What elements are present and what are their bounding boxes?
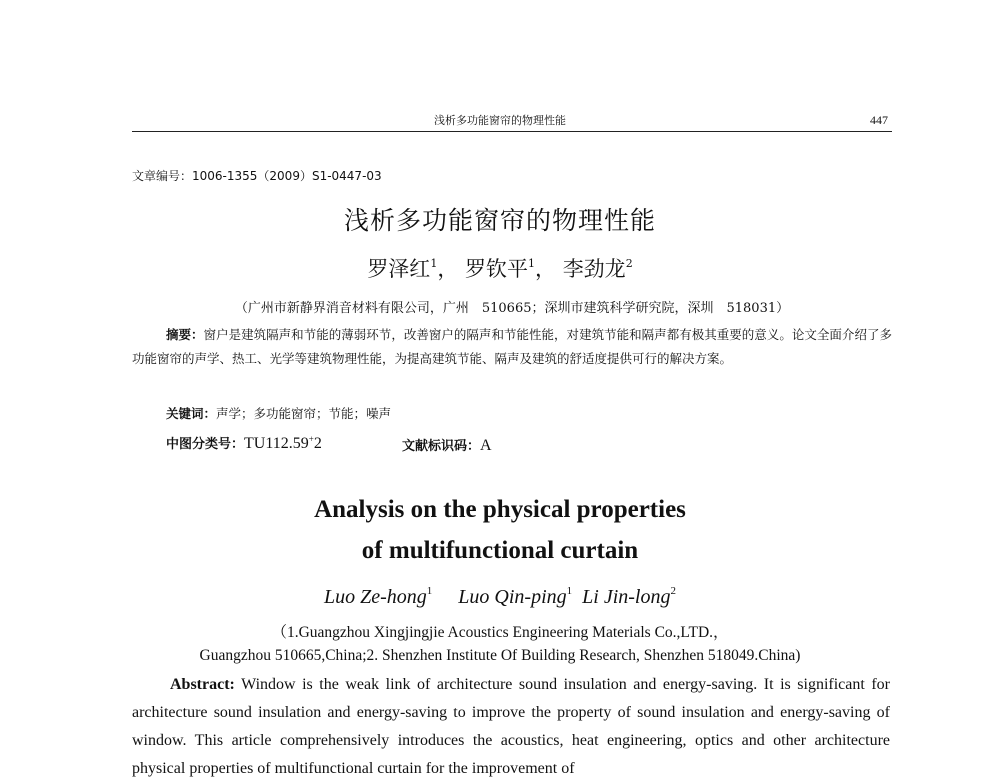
clc-code-sup: + bbox=[308, 434, 314, 444]
english-affiliation-line-1: （1.Guangzhou Xingjingjie Acoustics Engineering Materials Co.,LTD.， bbox=[271, 624, 729, 641]
article-number: 文章编号：1006-1355（2009）S1-0447-03 bbox=[132, 169, 382, 183]
author-affil-mark: 2 bbox=[670, 585, 676, 597]
keywords-text: 声学；多功能窗帘；节能；噪声 bbox=[216, 406, 392, 421]
author-name: 李劲龙 bbox=[562, 257, 626, 281]
author-affil-mark: 1 bbox=[430, 257, 438, 270]
running-header-title: 浅析多功能窗帘的物理性能 bbox=[434, 114, 566, 127]
clc-label: 中图分类号： bbox=[166, 437, 245, 452]
clc-code: TU112.59 bbox=[244, 435, 309, 452]
chinese-abstract bbox=[132, 323, 892, 371]
author-name: Luo Qin-ping bbox=[458, 586, 567, 608]
doc-code-label: 文献标识码： bbox=[402, 439, 481, 454]
english-title-line-2: of multifunctional curtain bbox=[361, 537, 639, 564]
author-affil-mark: 2 bbox=[625, 257, 633, 270]
english-authors bbox=[0, 585, 1000, 609]
author-name: 罗泽红 bbox=[367, 257, 431, 281]
chinese-title: 浅析多功能窗帘的物理性能 bbox=[343, 206, 656, 235]
keywords-label: 关键词： bbox=[166, 406, 217, 421]
author-affil-mark: 1 bbox=[528, 257, 535, 270]
abstract-text: 窗户是建筑隔声和节能的薄弱环节，改善窗户的隔声和节能性能，对建筑节能和隔声都有极其重要的意义。论文全面介绍了多功能窗帘的声学、热工、光学等建筑物理性能，为提高建筑节能、隔声及建筑的舒适度提供可行的解决方案。 bbox=[132, 327, 892, 366]
chinese-keywords bbox=[166, 404, 391, 422]
chinese-affiliation: （广州市新静界消音材料有限公司，广州 510665；深圳市建筑科学研究院，深圳 518031） bbox=[234, 301, 790, 316]
english-title-line-1: Analysis on the physical properties bbox=[314, 496, 686, 523]
author-separator: ， bbox=[535, 257, 556, 281]
author-name: Li Jin-long bbox=[582, 586, 671, 608]
chinese-authors bbox=[0, 253, 1000, 283]
english-affiliation-line-2: Guangzhou 510665,China;2. Shenzhen Institute Of Building Research, Shenzhen 518049.China) bbox=[199, 647, 801, 664]
abstract-label: Abstract: bbox=[170, 676, 235, 693]
clc-number bbox=[166, 433, 322, 453]
author-name: Luo Ze-hong bbox=[324, 586, 427, 608]
author-affil-mark: 1 bbox=[566, 585, 573, 597]
clc-code-tail: 2 bbox=[313, 435, 322, 452]
abstract-label: 摘要： bbox=[166, 327, 204, 342]
doc-code-value: A bbox=[480, 437, 492, 454]
author-affil-mark: 1 bbox=[426, 585, 433, 597]
author-name: 罗钦平 bbox=[465, 257, 528, 281]
author-separator: ， bbox=[437, 257, 459, 281]
header-rule bbox=[132, 131, 892, 132]
abstract-text: Window is the weak link of architecture sound insulation and energy-saving. It is significant for architecture sound insulation and energy-saving to improve the property of sound insulation and energy-saving of window. This article comprehensively introduces the acoustics, heat engineering, optics and other architecture physical properties of multifunctional curtain for the improvement of bbox=[132, 676, 890, 777]
english-abstract bbox=[132, 671, 890, 783]
document-code bbox=[402, 435, 492, 455]
page-number: 447 bbox=[870, 113, 888, 127]
